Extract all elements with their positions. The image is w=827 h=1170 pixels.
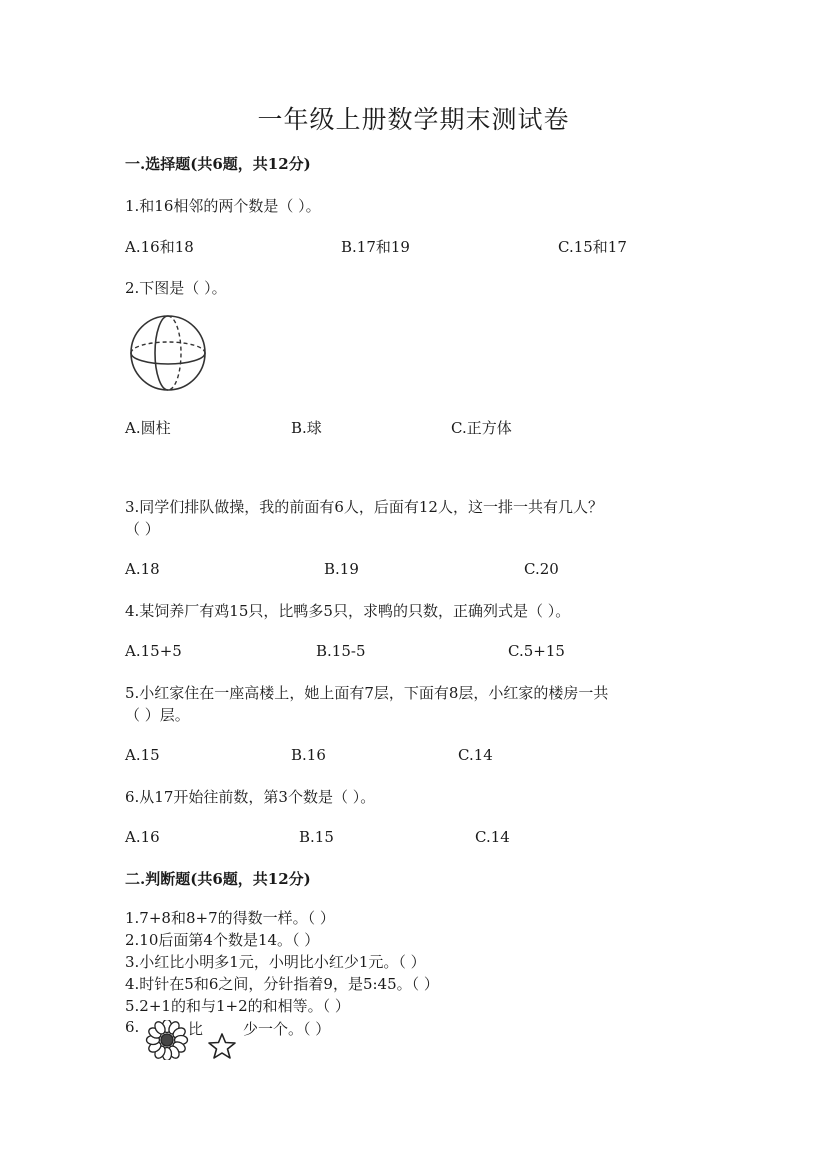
q6-option-b: B.15 (299, 828, 334, 846)
star-icon (207, 1032, 237, 1064)
judgement-item-1: 1.7+8和8+7的得数一样。（ ） (125, 909, 335, 927)
q4-option-b: B.15-5 (316, 642, 366, 660)
q1-option-c: C.15和17 (558, 238, 627, 256)
q2-option-a: A.圆柱 (125, 419, 171, 437)
question-3: 3.同学们排队做操，我的前面有6人，后面有12人，这一排一共有几人？ (125, 498, 603, 516)
question-5: 5.小红家住在一座高楼上，她上面有7层，下面有8层，小红家的楼房一共 (125, 684, 609, 702)
flower-icon (144, 1020, 190, 1064)
q3-option-c: C.20 (524, 560, 559, 578)
question-4: 4.某饲养厂有鸡15只，比鸭多5只，求鸭的只数，正确列式是（ ）。 (125, 602, 571, 620)
section-heading-judgement: 二.判断题(共6题，共12分) (125, 870, 311, 888)
page-title: 一年级上册数学期末测试卷 (257, 105, 570, 134)
q5-option-c: C.14 (458, 746, 493, 764)
judgement-item-6-compare: 比 (188, 1020, 204, 1038)
q1-option-b: B.17和19 (341, 238, 410, 256)
judgement-item-4: 4.时针在5和6之间，分针指着9，是5:45。（ ） (125, 975, 439, 993)
q6-option-a: A.16 (125, 828, 160, 846)
question-6: 6.从17开始往前数，第3个数是（ ）。 (125, 788, 376, 806)
q5-option-b: B.16 (291, 746, 326, 764)
question-2: 2.下图是（ ）。 (125, 279, 227, 297)
judgement-item-5: 5.2+1的和与1+2的和相等。（ ） (125, 997, 350, 1015)
judgement-item-6-prefix: 6. (125, 1018, 140, 1036)
q6-option-c: C.14 (475, 828, 510, 846)
q3-option-b: B.19 (324, 560, 359, 578)
q3-option-a: A.18 (125, 560, 160, 578)
section-heading-choice: 一.选择题(共6题，共12分) (125, 155, 311, 173)
q4-option-a: A.15+5 (125, 642, 182, 660)
judgement-item-6-suffix: 少一个。（ ） (243, 1020, 331, 1038)
q4-option-c: C.5+15 (508, 642, 565, 660)
q1-option-a: A.16和18 (125, 238, 194, 256)
sphere-figure (125, 313, 211, 397)
judgement-item-2: 2.10后面第4个数是14。（ ） (125, 931, 320, 949)
question-1: 1.和16相邻的两个数是（ ）。 (125, 197, 321, 215)
q5-option-a: A.15 (125, 746, 160, 764)
judgement-item-3: 3.小红比小明多1元，小明比小红少1元。（ ） (125, 953, 426, 971)
question-3-blank: （ ） (125, 520, 160, 538)
q2-option-c: C.正方体 (451, 419, 512, 437)
question-5-blank: （ ）层。 (125, 706, 190, 724)
q2-option-b: B.球 (291, 419, 322, 437)
